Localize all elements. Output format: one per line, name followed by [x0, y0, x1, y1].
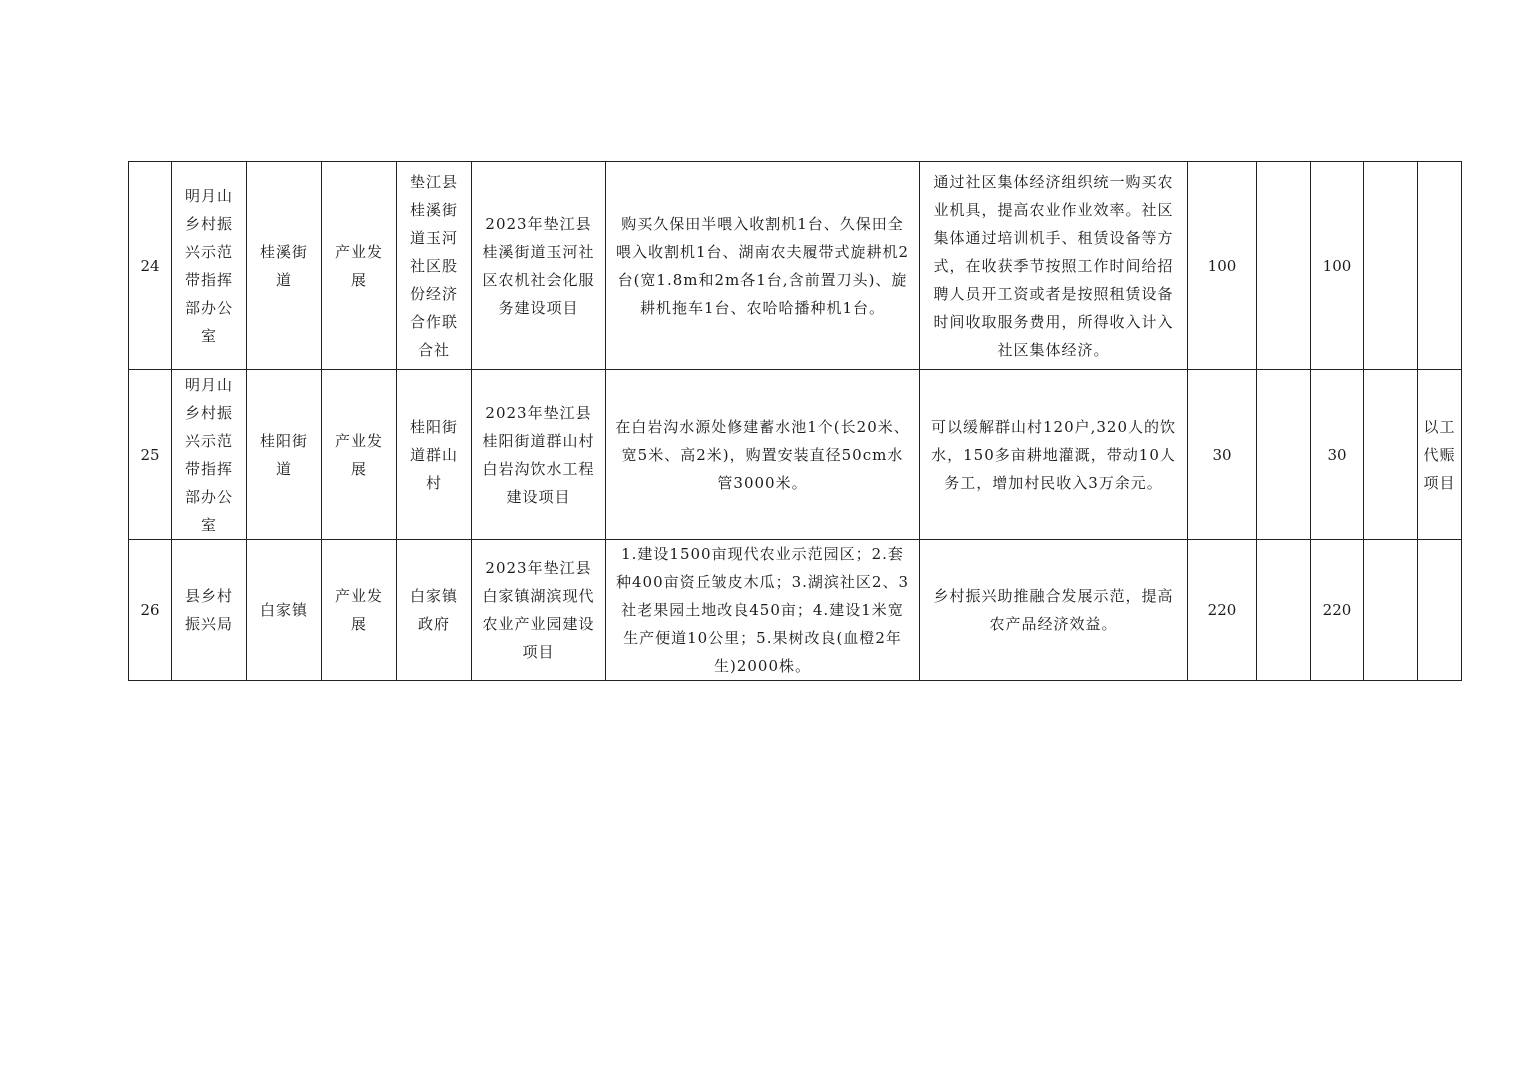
cell-c4 [1364, 540, 1418, 681]
cell-owner: 垫江县桂溪街道玉河社区股份经济合作联合社 [397, 162, 472, 370]
cell-no: 24 [129, 162, 172, 370]
cell-c3: 30 [1311, 370, 1364, 540]
cell-project-name: 2023年垫江县桂溪街道玉河社区农机社会化服务建设项目 [472, 162, 606, 370]
cell-no: 26 [129, 540, 172, 681]
cell-c3: 220 [1311, 540, 1364, 681]
cell-note: 以工代赈项目 [1418, 370, 1462, 540]
cell-content: 1.建设1500亩现代农业示范园区；2.套种400亩资丘皱皮木瓜；3.湖滨社区2、3社老果园土地改良450亩；4.建设1米宽生产便道10公里；5.果树改良(血橙2年生)2000株。 [606, 540, 920, 681]
cell-owner: 桂阳街道群山村 [397, 370, 472, 540]
cell-category: 产业发展 [322, 370, 397, 540]
cell-content: 在白岩沟水源处修建蓄水池1个(长20米、宽5米、高2米)，购置安装直径50cm水管3000米。 [606, 370, 920, 540]
cell-total: 30 [1188, 370, 1257, 540]
cell-town: 桂溪街道 [247, 162, 322, 370]
cell-project-name: 2023年垫江县桂阳街道群山村白岩沟饮水工程建设项目 [472, 370, 606, 540]
cell-no: 25 [129, 370, 172, 540]
cell-owner: 白家镇政府 [397, 540, 472, 681]
cell-c4 [1364, 162, 1418, 370]
cell-benefit: 通过社区集体经济组织统一购买农业机具，提高农业作业效率。社区集体通过培训机手、租赁设备等方式，在收获季节按照工作时间给招聘人员开工资或者是按照租赁设备时间收取服务费用，所得收入计入社区集体经济。 [920, 162, 1188, 370]
cell-dept: 明月山乡村振兴示范带指挥部办公室 [172, 162, 247, 370]
cell-c2 [1257, 540, 1311, 681]
table-row [129, 540, 1462, 681]
table-row [129, 162, 1462, 370]
cell-content: 购买久保田半喂入收割机1台、久保田全喂入收割机1台、湖南农夫履带式旋耕机2台(宽1.8m和2m各1台,含前置刀头)、旋耕机拖车1台、农哈哈播种机1台。 [606, 162, 920, 370]
cell-category: 产业发展 [322, 162, 397, 370]
cell-note [1418, 540, 1462, 681]
cell-total: 220 [1188, 540, 1257, 681]
cell-town: 白家镇 [247, 540, 322, 681]
cell-category: 产业发展 [322, 540, 397, 681]
cell-c2 [1257, 370, 1311, 540]
cell-dept: 明月山乡村振兴示范带指挥部办公室 [172, 370, 247, 540]
cell-c4 [1364, 370, 1418, 540]
cell-project-name: 2023年垫江县白家镇湖滨现代农业产业园建设项目 [472, 540, 606, 681]
cell-note [1418, 162, 1462, 370]
cell-c3: 100 [1311, 162, 1364, 370]
project-table [128, 161, 1462, 681]
cell-town: 桂阳街道 [247, 370, 322, 540]
cell-dept: 县乡村振兴局 [172, 540, 247, 681]
cell-c2 [1257, 162, 1311, 370]
cell-benefit: 可以缓解群山村120户,320人的饮水，150多亩耕地灌溉，带动10人务工，增加村民收入3万余元。 [920, 370, 1188, 540]
cell-benefit: 乡村振兴助推融合发展示范，提高农产品经济效益。 [920, 540, 1188, 681]
cell-total: 100 [1188, 162, 1257, 370]
table-row [129, 370, 1462, 540]
